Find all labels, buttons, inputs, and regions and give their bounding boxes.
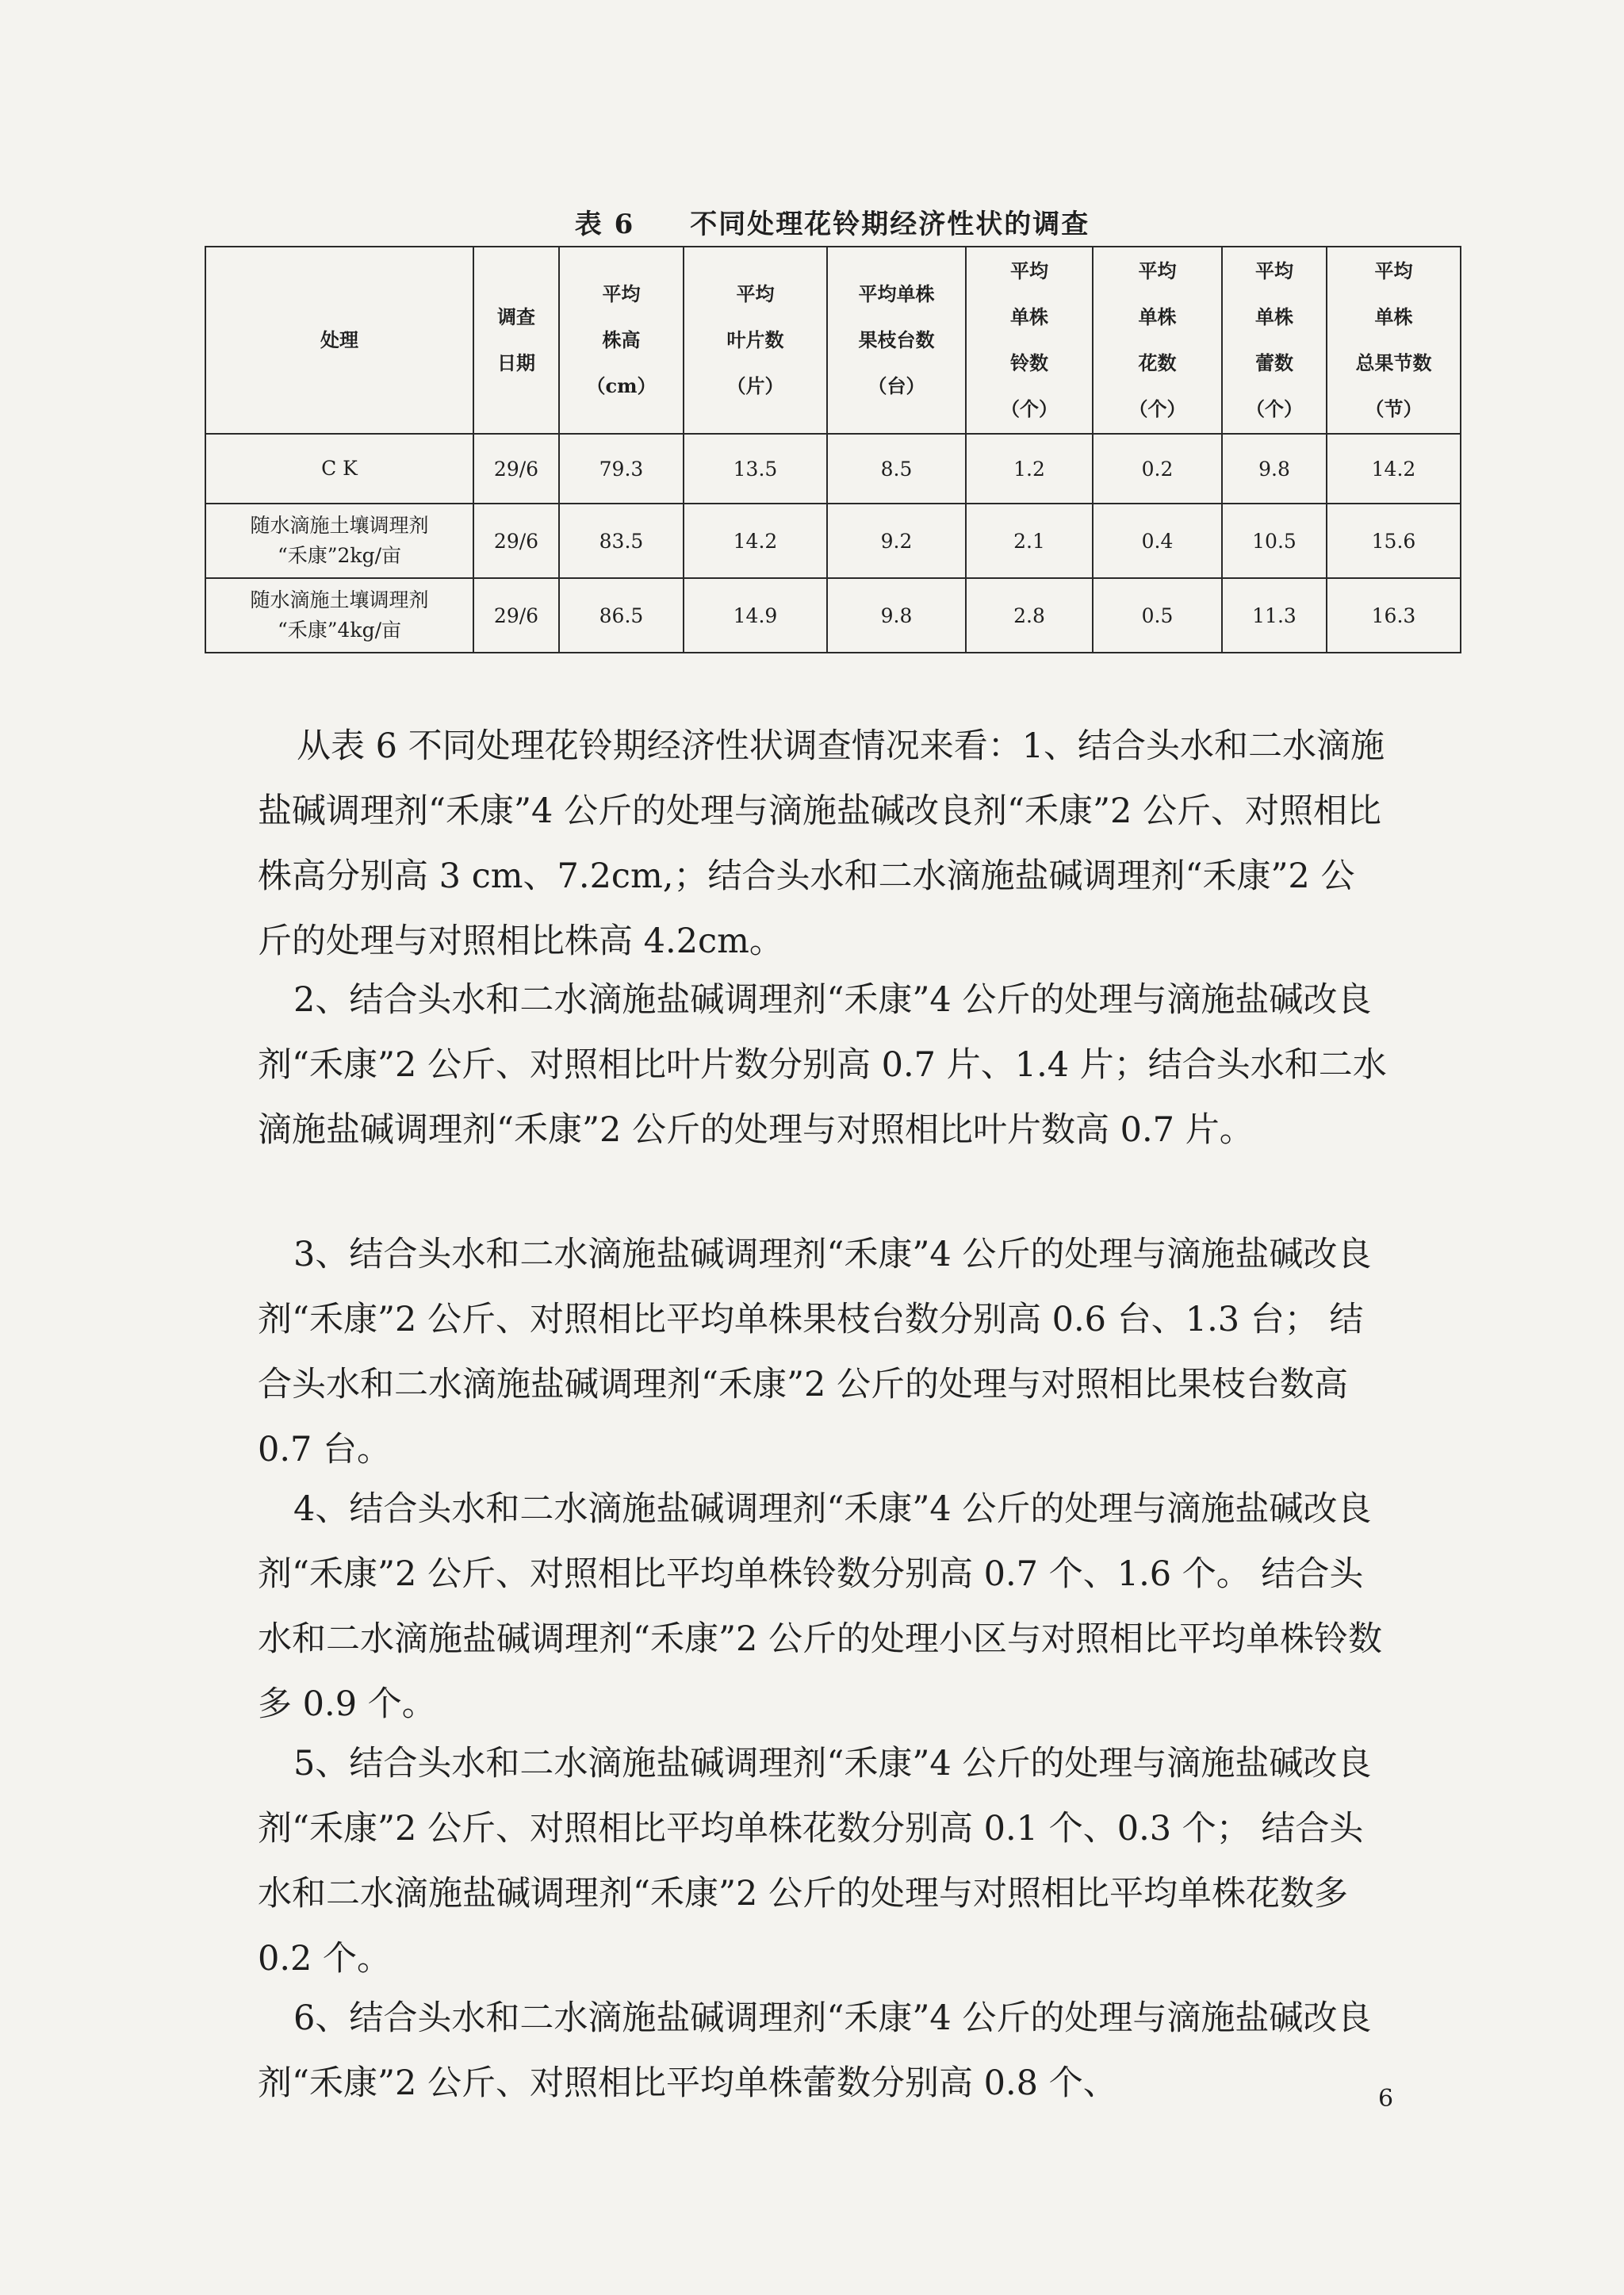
cell-buds: 10.5 bbox=[1222, 504, 1327, 578]
header-date: 调查 日期 bbox=[473, 247, 559, 434]
cell-bolls: 2.8 bbox=[966, 578, 1093, 653]
table-row bbox=[205, 434, 1461, 504]
table-caption-number: 表 6 bbox=[574, 209, 635, 240]
cell-nodes: 14.2 bbox=[1327, 434, 1461, 504]
header-leaves: 平均 叶片数 （片） bbox=[684, 247, 827, 434]
table-caption-title: 不同处理花铃期经济性状的调查 bbox=[690, 209, 1090, 240]
table-header-row bbox=[205, 247, 1461, 434]
header-nodes: 平均 单株 总果节数 （节） bbox=[1327, 247, 1461, 434]
header-buds: 平均 单株 蕾数 （个） bbox=[1222, 247, 1327, 434]
cell-date: 29/6 bbox=[473, 504, 559, 578]
paragraph-1: 从表 6 不同处理花铃期经济性状调查情况来看：1、结合头水和二水滴施盐碱调理剂“禾康”4 公斤的处理与滴施盐碱改良剂“禾康”2 公斤、对照相比株高分别高 3 cm、7.2cm,；结合头水和二水滴施盐碱调理剂“禾康”2 公斤的处理与对照相比株高 4.2cm。 bbox=[258, 726, 1385, 961]
cell-flowers: 0.5 bbox=[1093, 578, 1222, 653]
cell-leaves: 14.2 bbox=[684, 504, 827, 578]
cell-height: 86.5 bbox=[559, 578, 684, 653]
cell-flowers: 0.4 bbox=[1093, 504, 1222, 578]
table-row bbox=[205, 578, 1461, 653]
paragraph-3: 3、结合头水和二水滴施盐碱调理剂“禾康”4 公斤的处理与滴施盐碱改良剂“禾康”2 公斤、对照相比平均单株果枝台数分别高 0.6 台、1.3 台； 结合头水和二水滴施盐碱调理剂“禾康”2 公斤的处理与对照相比果枝台数高 0.7 台。 bbox=[258, 1235, 1372, 1469]
cell-leaves: 14.9 bbox=[684, 578, 827, 653]
cell-treatment: 随水滴施土壤调理剂 “禾康”2kg/亩 bbox=[205, 504, 473, 578]
cell-branches: 8.5 bbox=[827, 434, 966, 504]
table-row bbox=[205, 504, 1461, 578]
cell-branches: 9.8 bbox=[827, 578, 966, 653]
cell-height: 83.5 bbox=[559, 504, 684, 578]
cell-nodes: 16.3 bbox=[1327, 578, 1461, 653]
cell-height: 79.3 bbox=[559, 434, 684, 504]
cell-bolls: 1.2 bbox=[966, 434, 1093, 504]
header-treatment: 处理 bbox=[205, 247, 473, 434]
cell-branches: 9.2 bbox=[827, 504, 966, 578]
cell-treatment: C K bbox=[205, 434, 473, 504]
table-caption bbox=[205, 202, 1460, 241]
paragraph-2: 2、结合头水和二水滴施盐碱调理剂“禾康”4 公斤的处理与滴施盐碱改良剂“禾康”2 公斤、对照相比叶片数分别高 0.7 片、1.4 片；结合头水和二水滴施盐碱调理剂“禾康”2 公斤的处理与对照相比叶片数高 0.7 片。 bbox=[258, 980, 1387, 1150]
cell-date: 29/6 bbox=[473, 434, 559, 504]
header-branches: 平均单株 果枝台数 （台） bbox=[827, 247, 966, 434]
cell-buds: 9.8 bbox=[1222, 434, 1327, 504]
header-height: 平均 株高 （cm） bbox=[559, 247, 684, 434]
cell-date: 29/6 bbox=[473, 578, 559, 653]
header-flowers: 平均 单株 花数 （个） bbox=[1093, 247, 1222, 434]
cell-bolls: 2.1 bbox=[966, 504, 1093, 578]
cell-treatment: 随水滴施土壤调理剂 “禾康”4kg/亩 bbox=[205, 578, 473, 653]
economic-traits-table bbox=[205, 246, 1461, 653]
cell-flowers: 0.2 bbox=[1093, 434, 1222, 504]
cell-leaves: 13.5 bbox=[684, 434, 827, 504]
cell-buds: 11.3 bbox=[1222, 578, 1327, 653]
page-number: 6 bbox=[1378, 2085, 1394, 2113]
cell-nodes: 15.6 bbox=[1327, 504, 1461, 578]
paragraph-4: 4、结合头水和二水滴施盐碱调理剂“禾康”4 公斤的处理与滴施盐碱改良剂“禾康”2 公斤、对照相比平均单株铃数分别高 0.7 个、1.6 个。 结合头水和二水滴施盐碱调理剂“禾康”2 公斤的处理小区与对照相比平均单株铃数多 0.9 个。 bbox=[258, 1489, 1382, 1724]
paragraph-6: 6、结合头水和二水滴施盐碱调理剂“禾康”4 公斤的处理与滴施盐碱改良剂“禾康”2 公斤、对照相比平均单株蕾数分别高 0.8 个、 bbox=[258, 1998, 1372, 2103]
paragraph-5: 5、结合头水和二水滴施盐碱调理剂“禾康”4 公斤的处理与滴施盐碱改良剂“禾康”2 公斤、对照相比平均单株花数分别高 0.1 个、0.3 个； 结合头水和二水滴施盐碱调理剂“禾康”2 公斤的处理与对照相比平均单株花数多 0.2 个。 bbox=[258, 1744, 1372, 1979]
header-bolls: 平均 单株 铃数 （个） bbox=[966, 247, 1093, 434]
